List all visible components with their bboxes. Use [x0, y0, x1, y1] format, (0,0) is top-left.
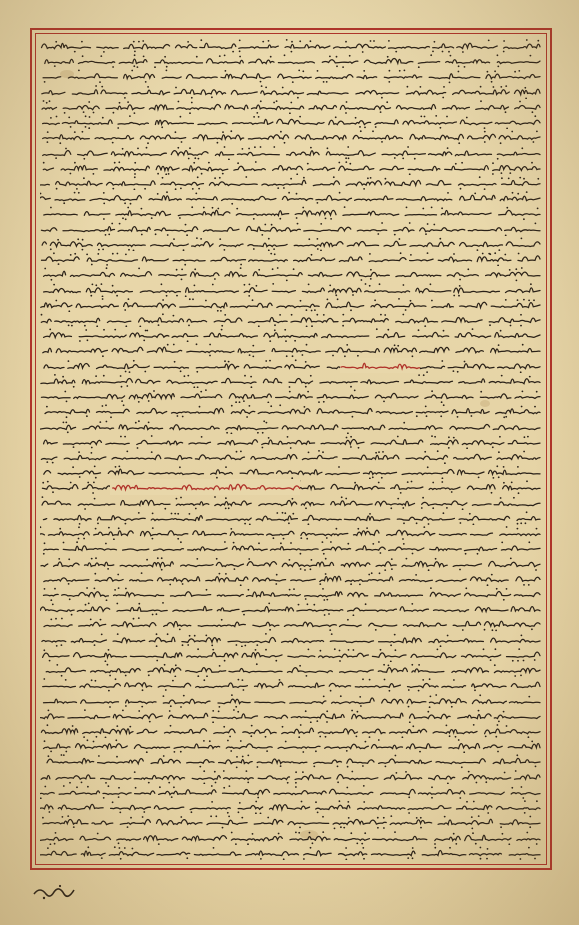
- script-line: [40, 38, 542, 53]
- script-line: [40, 540, 542, 555]
- text-block: [40, 38, 542, 860]
- script-line: [40, 327, 542, 342]
- script-line: [40, 662, 542, 677]
- script-line: [40, 403, 542, 418]
- script-line: [40, 419, 542, 434]
- script-line: [40, 677, 542, 692]
- script-line: [40, 723, 542, 738]
- script-line: [40, 312, 542, 327]
- script-line: [40, 601, 542, 616]
- script-line: [40, 738, 542, 753]
- script-line: [40, 814, 542, 829]
- script-line: [40, 297, 542, 312]
- script-line: [40, 68, 542, 83]
- script-line: [40, 114, 542, 129]
- script-line: [40, 464, 542, 479]
- script-line: [40, 190, 542, 205]
- script-line: [40, 221, 542, 236]
- script-line: [40, 647, 542, 662]
- script-line: [40, 495, 542, 510]
- script-line: [40, 145, 542, 160]
- script-line: [40, 769, 542, 784]
- script-line: [40, 799, 542, 814]
- script-line: [40, 830, 542, 845]
- script-line: [40, 388, 542, 403]
- script-line: [40, 175, 542, 190]
- script-line: [40, 84, 542, 99]
- script-line: [40, 266, 542, 281]
- script-line: [40, 693, 542, 708]
- script-line: [40, 342, 542, 357]
- script-line: [40, 845, 542, 860]
- script-line: [40, 129, 542, 144]
- script-line: [40, 251, 542, 266]
- script-line: [40, 236, 542, 251]
- script-line: [40, 282, 542, 297]
- script-line: [40, 434, 542, 449]
- script-line: [40, 586, 542, 601]
- script-line: [40, 753, 542, 768]
- script-line: [40, 53, 542, 68]
- script-line: [40, 632, 542, 647]
- script-line: [40, 205, 542, 220]
- script-line: [40, 358, 542, 373]
- script-line: [40, 571, 542, 586]
- script-line: [40, 616, 542, 631]
- script-line: [40, 373, 542, 388]
- script-line: [40, 479, 542, 494]
- script-line: [40, 510, 542, 525]
- script-line: [40, 784, 542, 799]
- catchword: [30, 880, 80, 902]
- script-line: [40, 525, 542, 540]
- script-line: [40, 708, 542, 723]
- script-line: [40, 556, 542, 571]
- script-line: [40, 160, 542, 175]
- script-line: [40, 449, 542, 464]
- script-line: [40, 99, 542, 114]
